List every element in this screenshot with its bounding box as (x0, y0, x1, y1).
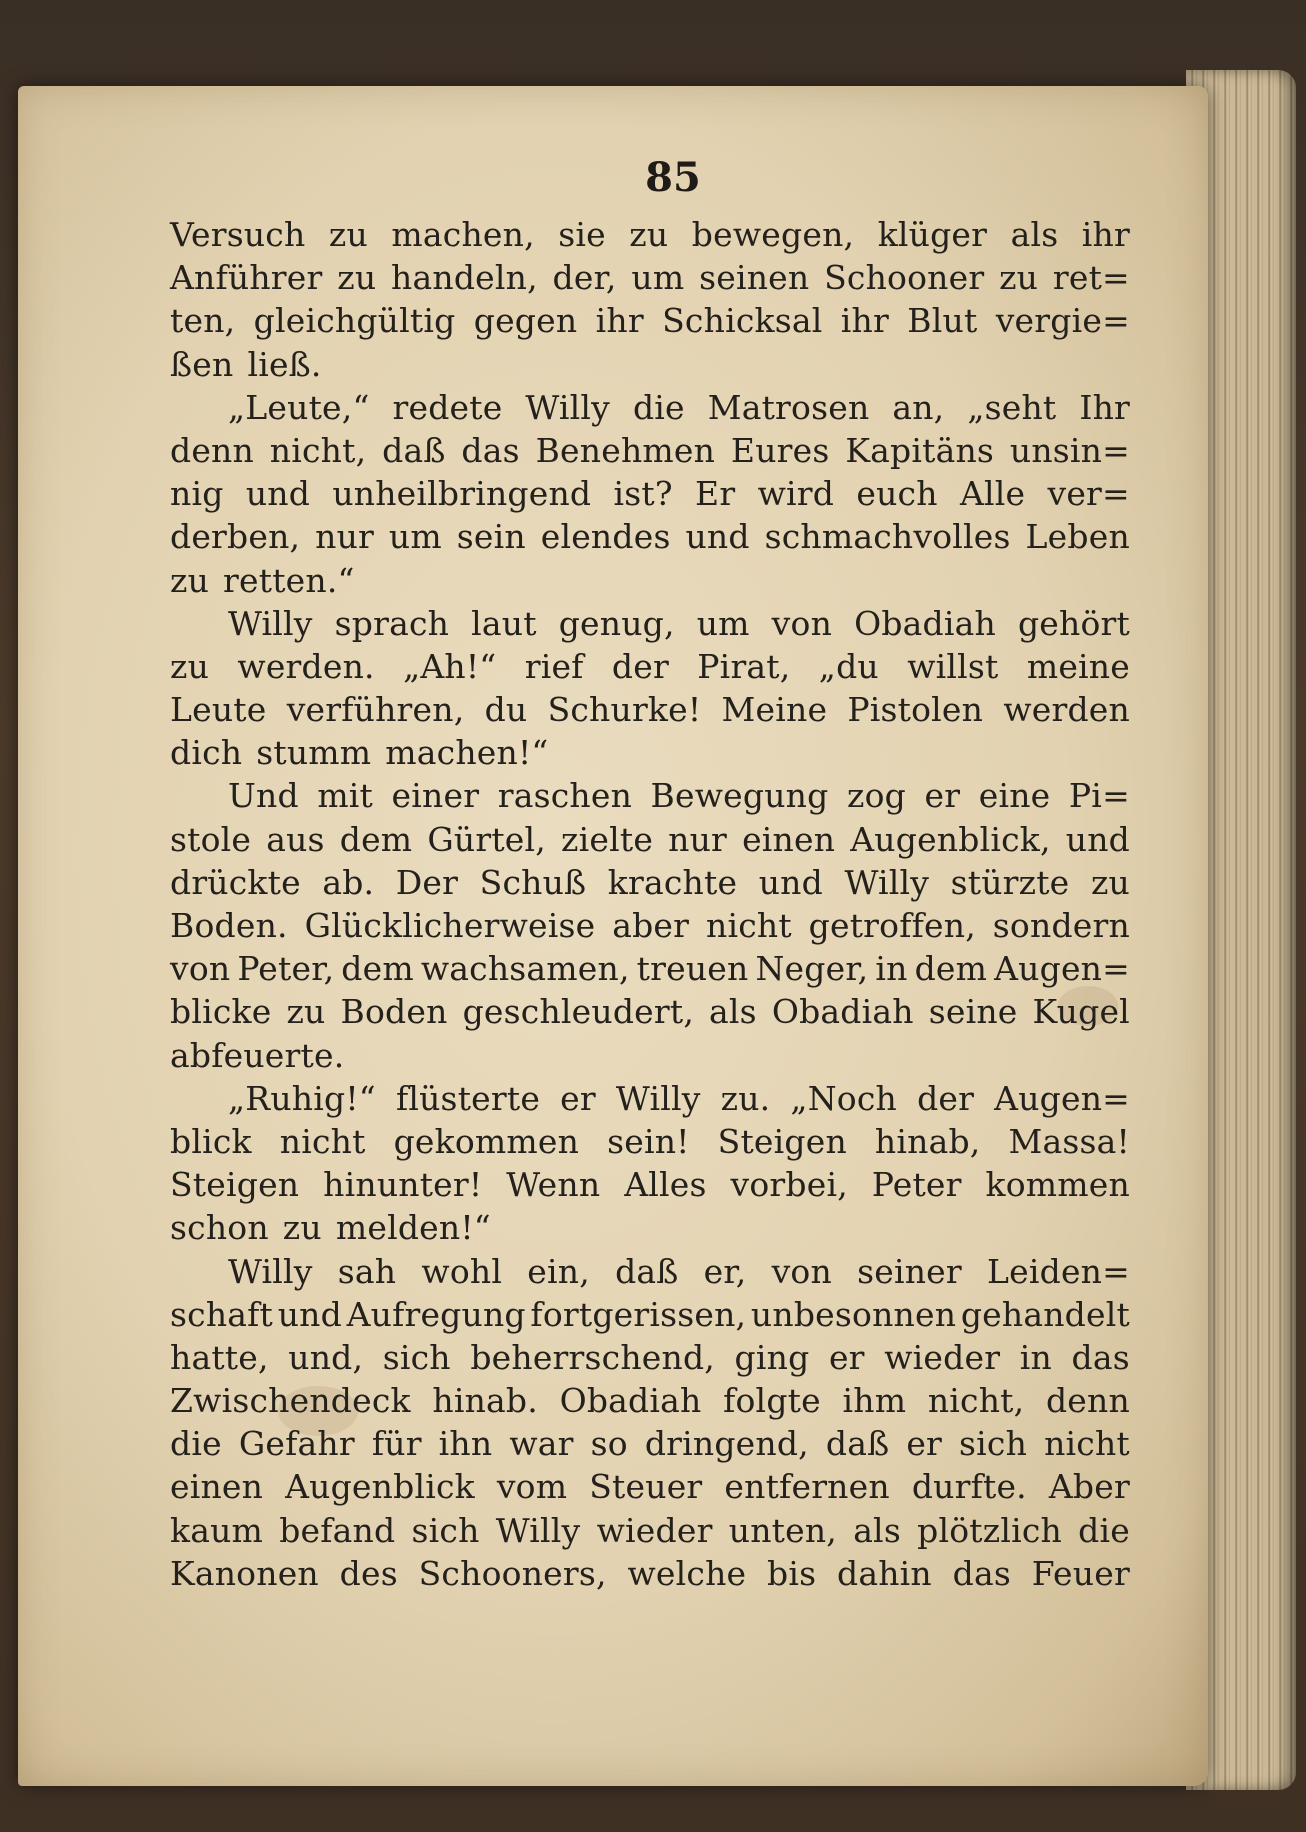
text-word: gegen (473, 301, 578, 341)
text-word: Augenblick, (850, 819, 1051, 859)
text-word: von (771, 1251, 832, 1291)
text-line (170, 1165, 1130, 1208)
text-word: nicht (1044, 1424, 1130, 1464)
text-word: euch (856, 474, 938, 514)
text-word: Obadiah (559, 1381, 702, 1421)
text-word: werden. (237, 646, 375, 686)
text-word: drückte (170, 862, 301, 902)
text-word: Eures (730, 430, 830, 470)
text-word: seinen (699, 258, 810, 298)
page-text-block (170, 155, 1130, 1597)
text-word: sich (382, 1337, 451, 1377)
text-word: ihr (840, 301, 889, 341)
text-word: denn (1045, 1381, 1130, 1421)
text-line (170, 1122, 1130, 1165)
text-word: Schurke! (547, 690, 702, 730)
text-word: meine (1026, 646, 1130, 686)
text-line (170, 949, 1130, 992)
text-word: zu (999, 258, 1039, 298)
text-word: Pistolen (847, 690, 984, 730)
text-word: dem (914, 949, 988, 989)
text-word: nicht (279, 1121, 366, 1161)
text-word: stürzte (950, 862, 1070, 902)
text-word: vorbei, (730, 1165, 848, 1205)
text-word: einer (391, 776, 480, 816)
text-word: Steigen (717, 1121, 847, 1161)
text-word: Leben (1025, 517, 1130, 557)
text-word: zielte (561, 819, 654, 859)
text-word: und (758, 862, 823, 902)
text-word: mit (317, 776, 374, 816)
text-word: dahin (837, 1553, 932, 1593)
text-word: zu (629, 215, 669, 254)
text-line (170, 388, 1130, 431)
text-word: Willy (495, 1510, 581, 1550)
text-word: ließ. (247, 344, 322, 384)
text-word: daß (382, 430, 446, 470)
text-word: einen (170, 1467, 264, 1507)
text-line (170, 992, 1130, 1035)
text-line (170, 1467, 1130, 1510)
text-word: durfte. (911, 1467, 1027, 1507)
text-word: Augenblick (285, 1467, 475, 1507)
text-word: Neger, (755, 949, 869, 989)
text-word: daß (615, 1251, 679, 1291)
text-word: „Ah!“ (403, 646, 497, 686)
text-word: werden (1003, 690, 1130, 730)
text-word: Wenn (506, 1165, 601, 1205)
text-line (170, 1424, 1130, 1467)
text-word: wird (757, 474, 835, 514)
text-word: derben, (170, 517, 301, 557)
text-word: sein! (607, 1121, 690, 1161)
text-word: stole (170, 819, 252, 859)
text-word: Anführer (170, 258, 323, 298)
text-word: Willy (228, 603, 313, 643)
text-word: gehandelt (960, 1294, 1130, 1334)
text-word: für (371, 1424, 422, 1464)
text-word: das (461, 430, 520, 470)
text-word: vergie= (995, 301, 1130, 341)
text-word: um (631, 258, 685, 298)
text-word: schmachvolles (764, 517, 1011, 557)
text-word: Schuß (479, 862, 587, 902)
text-word: bewegen, (691, 215, 855, 254)
text-word: krachte (607, 862, 738, 902)
text-word: Alle (959, 474, 1026, 514)
text-word: nicht (706, 906, 792, 945)
text-word: die (170, 1424, 222, 1464)
text-word: sondern (992, 906, 1130, 945)
text-word: Matrosen (707, 387, 870, 427)
text-word: „Ruhig!“ (228, 1078, 376, 1118)
text-word: Willy (525, 387, 611, 427)
text-word: plötzlich (917, 1510, 1062, 1550)
text-word: Peter, (237, 949, 335, 989)
text-word: Schooners, (418, 1553, 607, 1593)
text-word: „du (818, 646, 879, 686)
text-word: retten.“ (223, 560, 355, 600)
text-word: zu (170, 646, 210, 686)
text-word: Pi= (1068, 776, 1130, 816)
text-word: eine (978, 776, 1051, 816)
text-word: Peter (871, 1165, 962, 1205)
text-word: einen (742, 819, 836, 859)
text-word: Zwischendeck (170, 1381, 411, 1421)
text-word: Willy (228, 1251, 313, 1291)
text-word: ihr (1081, 215, 1130, 254)
text-word: um (696, 603, 750, 643)
text-word: welche (627, 1553, 747, 1593)
text-word: gehört (1017, 603, 1130, 643)
text-word: als (1010, 215, 1059, 254)
text-word: ein, (527, 1251, 590, 1291)
text-line (170, 1554, 1130, 1597)
text-word: der, (552, 258, 617, 298)
text-word: der (917, 1078, 975, 1118)
text-word: ab. (322, 862, 375, 902)
text-word: er (828, 1337, 865, 1377)
text-word: um (388, 517, 442, 557)
text-word: Der (395, 862, 459, 902)
text-word: Boden. (170, 906, 288, 945)
text-word: in (1019, 1337, 1052, 1377)
text-word: wachsamen, (420, 949, 630, 989)
text-word: zu (282, 1208, 322, 1248)
text-word: elendes (540, 517, 671, 557)
text-word: wohl (421, 1251, 503, 1291)
text-word: zu (328, 215, 368, 254)
text-word: zu (337, 258, 377, 298)
text-word: hinab. (432, 1381, 538, 1421)
text-word: entfernen (724, 1467, 890, 1507)
text-word: „seht (967, 387, 1057, 427)
text-word: blicke (170, 992, 272, 1032)
text-word: ten, (170, 301, 236, 341)
text-word: ret= (1052, 258, 1130, 298)
text-word: Feuer (1031, 1553, 1130, 1593)
text-word: unheilbringend (332, 474, 592, 514)
text-word: gleichgültig (253, 301, 456, 341)
text-word: machen, (391, 215, 535, 254)
text-line (170, 604, 1130, 647)
text-word: Obadiah (854, 603, 996, 643)
text-word: ver= (1047, 474, 1130, 514)
text-word: ging (734, 1337, 810, 1377)
text-word: kaum (170, 1510, 264, 1550)
text-word: Willy (844, 862, 930, 902)
text-word: Alles (624, 1165, 707, 1205)
text-word: blick (170, 1121, 252, 1161)
text-line (170, 1252, 1130, 1295)
text-word: Boden (340, 992, 448, 1032)
text-word: die (1078, 1510, 1130, 1550)
text-word: „Noch (790, 1078, 897, 1118)
text-word: sah (337, 1251, 397, 1291)
text-word: Aufregung (346, 1294, 526, 1334)
text-word: sein (456, 517, 526, 557)
text-word: zu. (720, 1078, 771, 1118)
text-line (170, 1338, 1130, 1381)
text-word: getroffen, (808, 906, 976, 945)
text-word: dem (339, 819, 413, 859)
text-word: bis (767, 1553, 817, 1593)
text-word: stumm (256, 733, 372, 773)
text-word: willst (907, 646, 999, 686)
text-word: Kanonen (170, 1553, 319, 1593)
text-word: klüger (877, 215, 988, 254)
text-word: der (611, 646, 669, 686)
text-word: daß (825, 1424, 890, 1464)
text-word: denn (170, 430, 254, 470)
text-word: abfeuerte. (170, 1035, 345, 1075)
text-word: geschleudert, (462, 992, 695, 1032)
text-word: redete (392, 387, 503, 427)
text-word: er (560, 1078, 596, 1118)
text-word: machen!“ (385, 733, 549, 773)
text-word: von (170, 949, 231, 989)
text-word: dem (341, 949, 414, 989)
text-word: des (339, 1553, 398, 1593)
text-word: Kugel (1032, 992, 1130, 1032)
text-word: hinunter! (323, 1165, 483, 1205)
text-word: sie (558, 215, 606, 254)
text-word: Steuer (589, 1467, 703, 1507)
text-word: und (1065, 819, 1130, 859)
text-word: nicht, (927, 1381, 1025, 1421)
text-lines (170, 215, 1130, 1597)
text-word: Pirat, (697, 646, 791, 686)
text-word: gekommen (393, 1121, 580, 1161)
text-word: ist? (613, 474, 673, 514)
text-word: Schicksal (662, 301, 823, 341)
text-word: handeln, (391, 258, 538, 298)
text-line (170, 1208, 1130, 1251)
text-word: und (245, 474, 311, 514)
text-word: Steigen (170, 1165, 300, 1205)
text-word: er (924, 776, 961, 816)
text-word: Ihr (1079, 387, 1130, 427)
text-line (170, 474, 1130, 517)
text-line (170, 1295, 1130, 1338)
text-word: Gürtel, (427, 819, 546, 859)
text-word: Bewegung (650, 776, 829, 816)
text-word: befand (279, 1510, 396, 1550)
text-word: wieder (884, 1337, 1001, 1377)
text-word: du (484, 690, 528, 730)
text-word: seine (928, 992, 1018, 1032)
text-word: und (685, 517, 750, 557)
text-word: Und (228, 776, 299, 816)
text-word: unbesonnen (750, 1294, 957, 1334)
text-line (170, 301, 1130, 344)
text-word: als (853, 1510, 901, 1550)
text-word: aber (612, 906, 690, 945)
text-word: er (906, 1424, 943, 1464)
text-word: vom (496, 1467, 568, 1507)
text-line (170, 431, 1130, 474)
text-word: Augen= (994, 1078, 1130, 1118)
text-word: Glücklicherweise (304, 906, 596, 945)
text-word: wieder (596, 1510, 713, 1550)
text-word: Blut (907, 301, 978, 341)
text-word: das (1071, 1337, 1130, 1377)
text-line (170, 215, 1130, 258)
text-word: beherrschend, (470, 1337, 715, 1377)
text-word: Aber (1048, 1467, 1130, 1507)
text-word: unsin= (1009, 430, 1130, 470)
text-word: folgte (723, 1381, 821, 1421)
text-word: Leute (170, 690, 267, 730)
text-word: hatte, (170, 1337, 269, 1377)
text-word: „Leute,“ (228, 387, 370, 427)
text-word: dringend, (644, 1424, 809, 1464)
text-word: raschen (497, 776, 633, 816)
text-line (170, 820, 1130, 863)
text-word: melden!“ (335, 1208, 491, 1248)
text-word: laut (471, 603, 537, 643)
text-word: hinab, (874, 1121, 981, 1161)
text-word: Schooner (824, 258, 985, 298)
text-word: fortgerissen, (530, 1294, 747, 1334)
text-word: dich (170, 733, 243, 773)
text-word: Versuch (170, 215, 306, 254)
text-word: aus (266, 819, 325, 859)
text-word: die (632, 387, 685, 427)
text-word: er, (703, 1251, 747, 1291)
text-word: unten, (728, 1510, 837, 1550)
text-word: flüsterte (395, 1078, 541, 1118)
text-word: genug, (558, 603, 675, 643)
text-line (170, 258, 1130, 301)
text-word: in (875, 949, 908, 989)
text-word: war (509, 1424, 574, 1464)
text-word: zu (170, 560, 210, 600)
text-word: treuen (636, 949, 749, 989)
text-line (170, 1036, 1130, 1079)
page-number: 85 (645, 154, 701, 201)
text-word: nig (170, 474, 224, 514)
text-word: als (709, 992, 757, 1032)
text-word: Willy (615, 1078, 701, 1118)
text-word: schaft (170, 1294, 274, 1334)
text-word: ihn (438, 1424, 493, 1464)
text-line (170, 561, 1130, 604)
text-word: seiner (857, 1251, 962, 1291)
text-word: von (771, 603, 833, 643)
text-line (170, 733, 1130, 776)
text-word: zu (286, 992, 326, 1032)
text-line (170, 345, 1130, 388)
text-word: nicht, (269, 430, 367, 470)
text-word: Leiden= (987, 1251, 1130, 1291)
text-word: schon (170, 1208, 269, 1248)
text-line (170, 1511, 1130, 1554)
text-word: und (277, 1294, 342, 1334)
text-word: Benehmen (535, 430, 716, 470)
text-word: ihr (595, 301, 644, 341)
text-line (170, 690, 1130, 733)
text-word: und, (288, 1337, 364, 1377)
text-word: so (590, 1424, 628, 1464)
text-line (170, 863, 1130, 906)
text-word: Er (695, 474, 736, 514)
text-word: Gefahr (238, 1424, 355, 1464)
text-word: rief (524, 646, 584, 686)
text-word: nur (668, 819, 728, 859)
text-line (170, 647, 1130, 690)
text-word: kommen (985, 1165, 1130, 1205)
text-word: Kapitäns (845, 430, 995, 470)
text-word: sich (411, 1510, 480, 1550)
text-word: zog (846, 776, 906, 816)
text-word: das (952, 1553, 1011, 1593)
text-word: Augen= (994, 949, 1130, 989)
text-word: Massa! (1008, 1121, 1130, 1161)
text-word: nur (315, 517, 375, 557)
text-word: sich (959, 1424, 1028, 1464)
text-line (170, 776, 1130, 819)
text-word: verführen, (286, 690, 465, 730)
text-word: ßen (170, 344, 234, 384)
text-word: sprach (334, 603, 450, 643)
text-word: ihm (842, 1381, 907, 1421)
text-word: Meine (721, 690, 828, 730)
text-word: Obadiah (771, 992, 914, 1032)
text-line (170, 1079, 1130, 1122)
text-line (170, 517, 1130, 560)
text-line (170, 1381, 1130, 1424)
text-word: zu (1090, 862, 1130, 902)
text-line (170, 906, 1130, 949)
text-word: an, (892, 387, 945, 427)
